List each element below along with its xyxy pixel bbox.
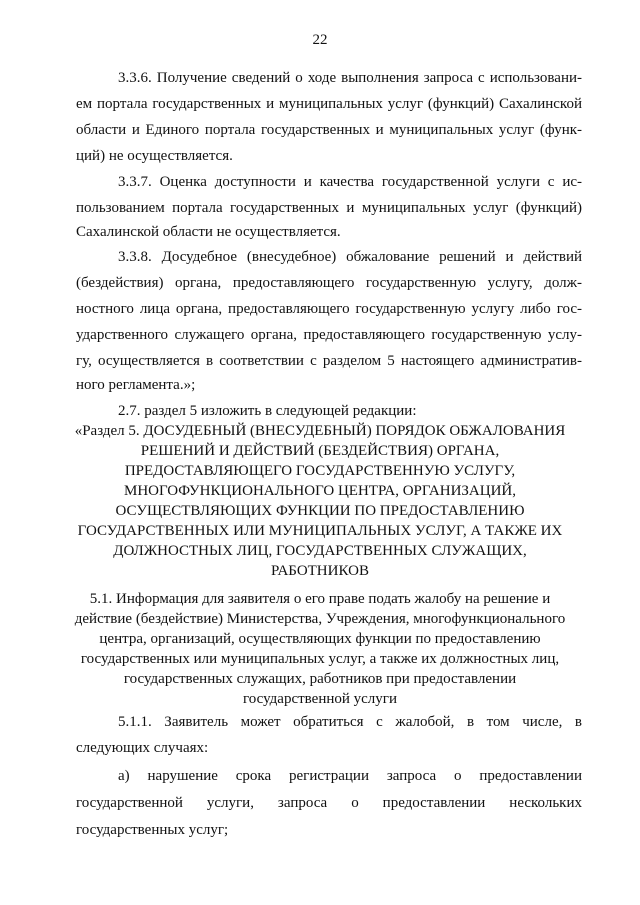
section-heading-line: МНОГОФУНКЦИОНАЛЬНОГО ЦЕНТРА, ОРГАНИЗАЦИЙ, [123,483,517,499]
subsection-heading-line: государственных или муниципальных услуг, а также их должностных лиц, [80,651,560,667]
paragraph-3-3-8-line: гу, осуществляется в соответствии с разделом 5 настоящего административ- [76,353,582,369]
paragraph-5-1-1-line: 5.1.1. Заявитель может обратиться с жалобой, в том числе, в [118,714,582,730]
paragraph-a-line: а) нарушение срока регистрации запроса о предоставлении [118,768,582,784]
paragraph-3-3-6-line: области и Единого портала государственных и муниципальных услуг (функ- [76,122,582,138]
section-heading-line: «Раздел 5. ДОСУДЕБНЫЙ (ВНЕСУДЕБНЫЙ) ПОРЯДОК ОБЖАЛОВАНИЯ [74,423,566,439]
paragraph-5-1-1-line: следующих случаях: [76,740,209,756]
section-heading [60,421,580,581]
page-number: 22 [312,32,328,48]
subsection-heading-line: государственных служащих, работников при предоставлении [123,671,517,687]
paragraph-3-3-8-line: ного регламента.»; [76,377,196,393]
section-heading-line: ОСУЩЕСТВЛЯЮЩИХ ФУНКЦИИ ПО ПРЕДОСТАВЛЕНИЮ [115,503,525,519]
subsection-heading-line: 5.1. Информация для заявителя о его праве подать жалобу на решение и [89,591,551,607]
paragraph-3-3-8-line: 3.3.8. Досудебное (внесудебное) обжалование решений и действий [118,249,582,265]
subsection-heading-line: государственной услуги [243,691,397,707]
section-heading-line: ПРЕДОСТАВЛЯЮЩЕГО ГОСУДАРСТВЕННУЮ УСЛУГУ, [124,463,516,479]
section-heading-line: РАБОТНИКОВ [271,563,369,579]
paragraph-3-3-7-line: пользованием портала государственных и муниципальных услуг (функций) [76,200,582,216]
subsection-heading-line: действие (бездействие) Министерства, Учреждения, многофункционального [74,611,566,627]
section-heading-line: ДОЛЖНОСТНЫХ ЛИЦ, ГОСУДАРСТВЕННЫХ СЛУЖАЩИХ, [113,543,527,559]
paragraph-3-3-8-line: (бездействия) органа, предоставляющего государственную услугу, долж- [76,275,582,291]
subsection-heading [60,589,580,709]
paragraph-3-3-6-line: 3.3.6. Получение сведений о ходе выполнения запроса с использовани- [118,70,582,86]
paragraph-3-3-8-line: ностного лица органа, предоставляющего государственную услугу либо гос- [76,301,582,317]
paragraph-a-line: государственной услуги, запроса о предоставлении нескольких [76,795,582,811]
section-heading-line: РЕШЕНИЙ И ДЕЙСТВИЙ (БЕЗДЕЙСТВИЯ) ОРГАНА, [140,443,500,459]
paragraph-2-7: 2.7. раздел 5 изложить в следующей редакции: [118,403,417,419]
paragraph-3-3-8-line: ударственного служащего органа, предоставляющего государственную услу- [76,327,582,343]
section-heading-line: ГОСУДАРСТВЕННЫХ ИЛИ МУНИЦИПАЛЬНЫХ УСЛУГ, А ТАКЖЕ ИХ [77,523,563,539]
paragraph-3-3-7-line: 3.3.7. Оценка доступности и качества государственной услуги с ис- [118,174,582,190]
subsection-heading-line: центра, организаций, осуществляющих функции по предоставлению [99,631,541,647]
paragraph-a-line: государственных услуг; [76,822,229,838]
paragraph-3-3-6-line: ем портала государственных и муниципальных услуг (функций) Сахалинской [76,96,582,112]
paragraph-3-3-6-line: ций) не осуществляется. [76,148,233,164]
paragraph-3-3-7-line: Сахалинской области не осуществляется. [76,224,341,240]
